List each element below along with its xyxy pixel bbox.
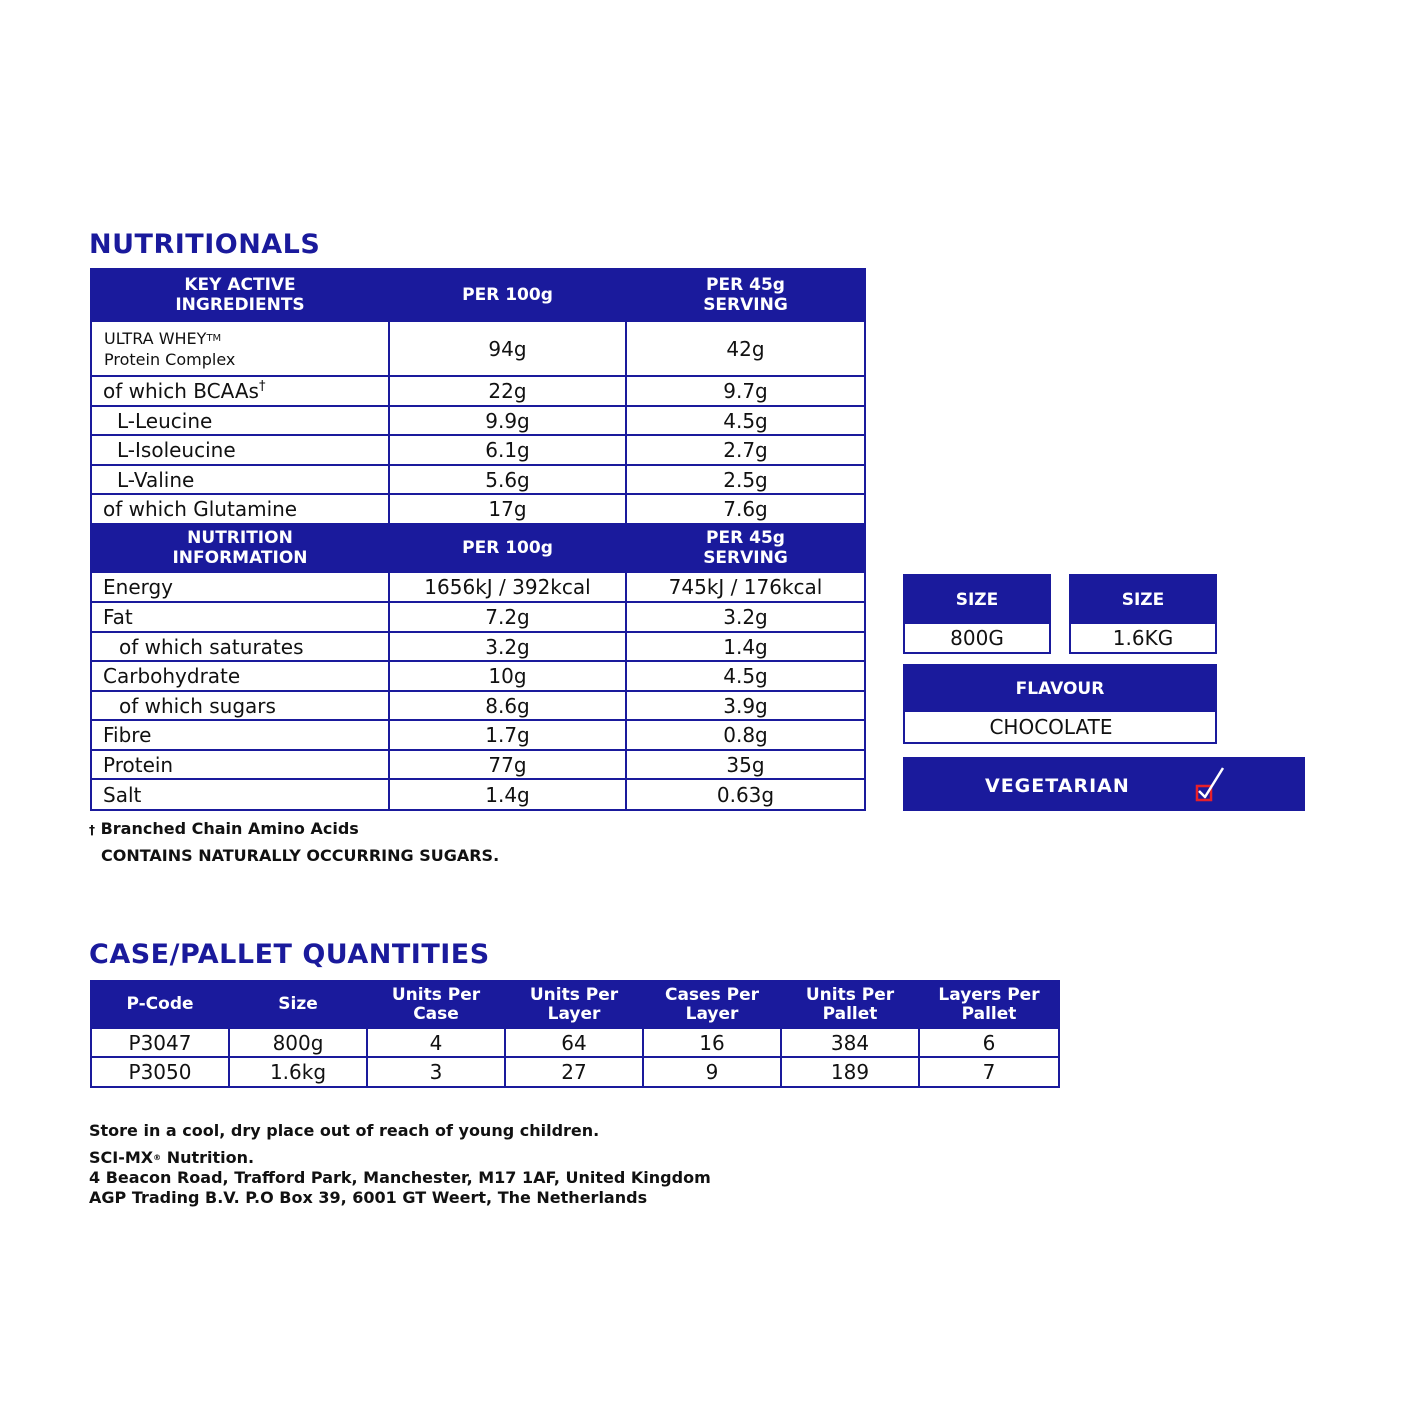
row-label: Protein	[91, 750, 389, 779]
table-row	[91, 465, 865, 494]
brand-suffix: Nutrition.	[161, 1148, 255, 1167]
row-label: L-Valine	[91, 465, 389, 494]
cell-size: 800g	[229, 1028, 367, 1057]
bcaa-per100: 22g	[389, 376, 626, 406]
cell-layers-per-pallet: 6	[919, 1028, 1059, 1057]
table-row	[91, 321, 865, 376]
row-label: L-Leucine	[91, 406, 389, 435]
table-row	[91, 602, 865, 632]
trademark-mark: TM	[206, 332, 222, 344]
row-per45: 2.7g	[626, 435, 865, 465]
nutritionals-heading: NUTRITIONALS	[89, 229, 321, 260]
case-header-row	[91, 981, 1059, 1028]
row-label: of which Glutamine	[91, 494, 389, 524]
brand-line	[89, 1148, 711, 1168]
company-address	[89, 1148, 711, 1208]
cell-pcode: P3050	[91, 1057, 229, 1087]
row-label: of which saturates	[91, 632, 389, 661]
cell-size: 1.6kg	[229, 1057, 367, 1087]
table-row	[91, 750, 865, 779]
case-pallet-heading: CASE/PALLET QUANTITIES	[89, 939, 490, 970]
bcaa-label: of which BCAAs	[103, 379, 259, 403]
col-header-units-per-layer: Units Per Layer	[505, 981, 643, 1028]
row-per45: 4.5g	[626, 661, 865, 691]
row-label: Carbohydrate	[91, 661, 389, 691]
ultra-whey-name: ULTRA WHEY	[104, 328, 207, 348]
size-value: 800G	[950, 626, 1004, 650]
cell-pcode: P3047	[91, 1028, 229, 1057]
per100-header: PER 100g	[389, 269, 626, 321]
table-row	[91, 435, 865, 465]
sugars-note: CONTAINS NATURALLY OCCURRING SUGARS.	[101, 846, 500, 865]
row-per100: 10g	[389, 661, 626, 691]
row-per100: 1.7g	[389, 720, 626, 750]
registered-mark: ®	[153, 1153, 162, 1162]
protein-complex-text: Protein Complex	[104, 349, 236, 369]
dagger-mark: †	[258, 379, 266, 394]
cell-units-per-layer: 64	[505, 1028, 643, 1057]
flavour-box	[903, 664, 1217, 744]
vegetarian-label: VEGETARIAN	[985, 775, 1130, 797]
nutrition-table	[90, 268, 866, 811]
case-pallet-table	[90, 980, 1060, 1088]
brand-name: SCI-MX	[89, 1148, 154, 1167]
col-header-pcode: P-Code	[91, 981, 229, 1028]
flavour-value: CHOCOLATE	[989, 715, 1113, 739]
nutrition-info-header: NUTRITION INFORMATION	[91, 524, 389, 572]
cell-units-per-case: 4	[367, 1028, 505, 1057]
row-per100: 17g	[389, 494, 626, 524]
row-per45: 1.4g	[626, 632, 865, 661]
row-per100: 1656kJ / 392kcal	[389, 572, 626, 602]
per100-header: PER 100g	[389, 524, 626, 572]
address-line-1: 4 Beacon Road, Trafford Park, Manchester, M17 1AF, United Kingdom	[89, 1168, 711, 1187]
row-per100: 1.4g	[389, 779, 626, 810]
cell-units-per-layer: 27	[505, 1057, 643, 1087]
footnote-dagger: †	[89, 823, 95, 837]
nutrition-header-row	[91, 524, 865, 572]
ultra-whey-label	[91, 321, 389, 376]
row-per45: 7.6g	[626, 494, 865, 524]
key-header-row	[91, 269, 865, 321]
checkbox-checked-icon	[1193, 765, 1229, 805]
size-value: 1.6KG	[1112, 626, 1174, 650]
table-row	[91, 632, 865, 661]
table-row	[91, 661, 865, 691]
col-header-size: Size	[229, 981, 367, 1028]
row-per100: 5.6g	[389, 465, 626, 494]
row-per45: 0.63g	[626, 779, 865, 810]
col-header-cases-per-layer: Cases Per Layer	[643, 981, 781, 1028]
row-per45: 4.5g	[626, 406, 865, 435]
per45-header: PER 45g SERVING	[626, 269, 865, 321]
size-800g-box	[903, 574, 1051, 654]
size-label: SIZE	[1071, 576, 1215, 624]
per45-header: PER 45g SERVING	[626, 524, 865, 572]
cell-cases-per-layer: 9	[643, 1057, 781, 1087]
col-header-units-per-pallet: Units Per Pallet	[781, 981, 919, 1028]
flavour-label: FLAVOUR	[905, 666, 1215, 712]
cell-units-per-case: 3	[367, 1057, 505, 1087]
row-per45: 0.8g	[626, 720, 865, 750]
row-per100: 7.2g	[389, 602, 626, 632]
row-label: Energy	[91, 572, 389, 602]
row-per100: 9.9g	[389, 406, 626, 435]
ultra-per45: 42g	[626, 321, 865, 376]
row-per45: 3.2g	[626, 602, 865, 632]
row-per45: 3.9g	[626, 691, 865, 720]
table-row	[91, 1057, 1059, 1087]
row-per45: 745kJ / 176kcal	[626, 572, 865, 602]
col-header-layers-per-pallet: Layers Per Pallet	[919, 981, 1059, 1028]
row-label: Fat	[91, 602, 389, 632]
table-row	[91, 572, 865, 602]
bcaa-per45: 9.7g	[626, 376, 865, 406]
table-row	[91, 720, 865, 750]
footnote-text: Branched Chain Amino Acids	[100, 819, 359, 838]
size-1-6kg-box	[1069, 574, 1217, 654]
row-label: Salt	[91, 779, 389, 810]
row-label: Fibre	[91, 720, 389, 750]
ultra-per100: 94g	[389, 321, 626, 376]
table-row	[91, 376, 865, 406]
key-ingredients-header: KEY ACTIVE INGREDIENTS	[91, 269, 389, 321]
cell-units-per-pallet: 189	[781, 1057, 919, 1087]
vegetarian-badge	[903, 757, 1305, 811]
table-row	[91, 779, 865, 810]
cell-layers-per-pallet: 7	[919, 1057, 1059, 1087]
storage-instructions: Store in a cool, dry place out of reach of young children.	[89, 1121, 600, 1140]
row-per45: 35g	[626, 750, 865, 779]
row-per100: 8.6g	[389, 691, 626, 720]
cell-cases-per-layer: 16	[643, 1028, 781, 1057]
size-label: SIZE	[905, 576, 1049, 624]
table-row	[91, 406, 865, 435]
table-row	[91, 691, 865, 720]
row-per100: 3.2g	[389, 632, 626, 661]
row-label: L-Isoleucine	[91, 435, 389, 465]
nutrition-notes	[89, 816, 499, 869]
row-per45: 2.5g	[626, 465, 865, 494]
row-per100: 6.1g	[389, 435, 626, 465]
table-row	[91, 494, 865, 524]
col-header-units-per-case: Units Per Case	[367, 981, 505, 1028]
row-label: of which sugars	[91, 691, 389, 720]
bcaa-footnote	[89, 816, 499, 843]
cell-units-per-pallet: 384	[781, 1028, 919, 1057]
table-row	[91, 1028, 1059, 1057]
address-line-2: AGP Trading B.V. P.O Box 39, 6001 GT Weert, The Netherlands	[89, 1188, 648, 1207]
row-per100: 77g	[389, 750, 626, 779]
